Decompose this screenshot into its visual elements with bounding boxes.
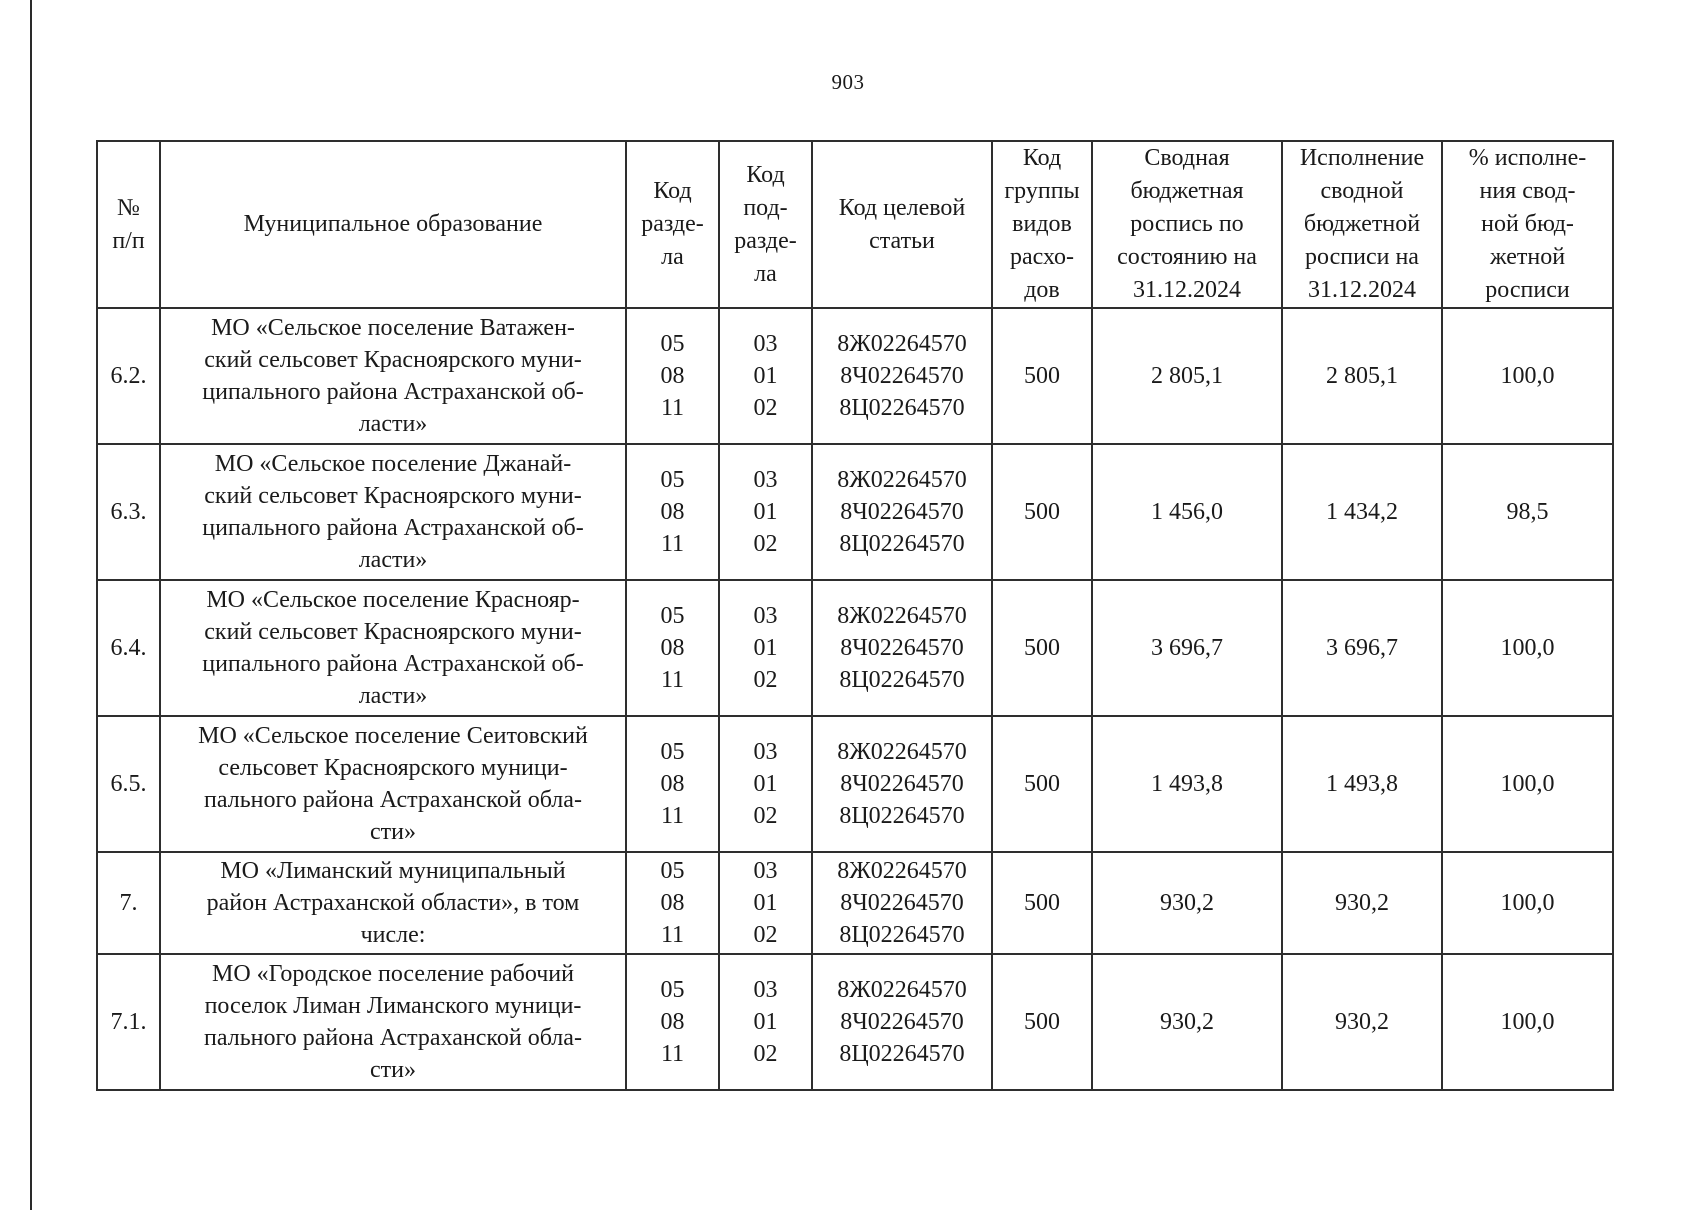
municipality-name-line: сельсовет Красноярского муници-: [218, 755, 568, 781]
header-line: ла: [661, 244, 684, 270]
target-codes: [812, 308, 992, 444]
section-code: 08: [660, 771, 685, 797]
header-line: №: [117, 194, 140, 221]
subsection-code: 03: [753, 331, 778, 357]
header-line: дов: [1024, 277, 1060, 303]
municipality-name: [160, 716, 626, 852]
municipality-name-line: ципального района Астраханской об-: [202, 515, 584, 541]
header-line: Муниципальное образование: [243, 211, 543, 237]
budget-schedule-value: 2 805,1: [1092, 308, 1282, 444]
section-codes: [626, 580, 719, 716]
target-code: 8Ц02264570: [839, 531, 965, 557]
table-row: [97, 852, 1613, 954]
target-code: 8Ц02264570: [839, 1041, 965, 1067]
municipality-name-line: МО «Сельское поселение Джанай-: [214, 451, 572, 477]
subsection-code: 02: [753, 531, 778, 557]
target-code: 8Ж02264570: [837, 739, 967, 765]
section-code: 05: [660, 739, 685, 765]
expense-group-code: 500: [992, 716, 1092, 852]
header-line: состоянию на: [1117, 244, 1257, 270]
section-code: 11: [660, 803, 685, 829]
header-line: расхо-: [1009, 244, 1075, 270]
execution-value: 1 434,2: [1282, 444, 1442, 580]
target-code: 8Ч02264570: [840, 771, 964, 797]
header-line: Код целевой: [838, 194, 966, 221]
municipality-name-line: ласти»: [358, 683, 428, 709]
row-number: 7.: [97, 852, 160, 954]
subsection-code: 01: [753, 363, 778, 389]
header-line: 31.12.2024: [1133, 277, 1241, 303]
page-number: 903: [831, 70, 865, 94]
subsection-codes: [719, 444, 812, 580]
row-number: 6.2.: [97, 308, 160, 444]
municipality-name-line: пального района Астраханской обла-: [204, 1025, 582, 1051]
municipality-name: [160, 954, 626, 1090]
budget-schedule-value: 3 696,7: [1092, 580, 1282, 716]
target-code: 8Ч02264570: [840, 363, 964, 389]
subsection-code: 03: [753, 858, 778, 884]
table-row: [97, 444, 1613, 580]
target-code: 8Ч02264570: [840, 499, 964, 525]
row-number: 7.1.: [97, 954, 160, 1090]
header-line: Код: [746, 161, 785, 188]
section-code: 05: [660, 858, 685, 884]
section-codes: [626, 444, 719, 580]
header-line: разде-: [734, 227, 797, 254]
target-code: 8Ц02264570: [839, 395, 965, 421]
table-row: [97, 954, 1613, 1090]
row-number: 6.5.: [97, 716, 160, 852]
header-line: видов: [1012, 211, 1072, 237]
target-code: 8Ж02264570: [837, 331, 967, 357]
municipality-name-line: пального района Астраханской обла-: [204, 787, 582, 813]
header-subsection-code: [719, 141, 812, 308]
header-line: разде-: [641, 211, 704, 237]
execution-percent: 100,0: [1442, 852, 1613, 954]
section-code: 05: [660, 467, 685, 493]
section-codes: [626, 852, 719, 954]
municipality-name-line: сти»: [370, 1057, 416, 1083]
row-number: 6.3.: [97, 444, 160, 580]
header-line: статьи: [869, 227, 935, 254]
target-code: 8Ж02264570: [837, 858, 967, 884]
municipality-name: [160, 580, 626, 716]
header-line: 31.12.2024: [1308, 277, 1416, 303]
header-line: жетной: [1489, 244, 1566, 270]
section-code: 11: [660, 922, 685, 948]
subsection-code: 01: [753, 499, 778, 525]
execution-value: 930,2: [1282, 852, 1442, 954]
header-line: росписи: [1485, 277, 1570, 303]
expense-group-code: 500: [992, 580, 1092, 716]
header-number: [97, 141, 160, 308]
section-code: 08: [660, 1009, 685, 1035]
section-code: 05: [660, 331, 685, 357]
municipality-name-line: числе:: [360, 922, 426, 948]
section-code: 05: [660, 977, 685, 1003]
subsection-codes: [719, 954, 812, 1090]
subsection-codes: [719, 308, 812, 444]
subsection-code: 01: [753, 771, 778, 797]
municipality-name: [160, 852, 626, 954]
row-number: 6.4.: [97, 580, 160, 716]
header-target-code: [812, 141, 992, 308]
section-code: 11: [660, 395, 685, 421]
expense-group-code: 500: [992, 444, 1092, 580]
execution-value: 1 493,8: [1282, 716, 1442, 852]
section-codes: [626, 954, 719, 1090]
subsection-code: 02: [753, 667, 778, 693]
header-section-code: [626, 141, 719, 308]
header-line: бюджетная: [1130, 178, 1244, 204]
target-code: 8Ч02264570: [840, 635, 964, 661]
section-codes: [626, 308, 719, 444]
section-code: 08: [660, 890, 685, 916]
target-code: 8Ж02264570: [837, 603, 967, 629]
header-line: роспись по: [1130, 211, 1244, 237]
execution-value: 2 805,1: [1282, 308, 1442, 444]
header-line: Исполнение: [1299, 145, 1425, 171]
municipality-name-line: поселок Лиман Лиманского муници-: [204, 993, 582, 1019]
target-code: 8Ц02264570: [839, 667, 965, 693]
execution-value: 3 696,7: [1282, 580, 1442, 716]
subsection-code: 01: [753, 890, 778, 916]
execution-percent: 100,0: [1442, 954, 1613, 1090]
municipality-name: [160, 308, 626, 444]
header-percent: [1442, 141, 1613, 308]
municipality-name-line: ский сельсовет Красноярского муни-: [204, 619, 582, 645]
section-code: 11: [660, 531, 685, 557]
target-code: 8Ж02264570: [837, 467, 967, 493]
subsection-code: 01: [753, 1009, 778, 1035]
expense-group-code: 500: [992, 308, 1092, 444]
execution-percent: 100,0: [1442, 308, 1613, 444]
expense-group-code: 500: [992, 954, 1092, 1090]
subsection-code: 02: [753, 803, 778, 829]
header-line: ла: [754, 260, 777, 287]
municipality-name-line: район Астраханской области», в том: [206, 890, 580, 916]
subsection-code: 01: [753, 635, 778, 661]
municipality-name-line: ласти»: [358, 547, 428, 573]
page-margin-line: [30, 0, 32, 1210]
subsection-codes: [719, 580, 812, 716]
section-codes: [626, 716, 719, 852]
subsection-code: 02: [753, 1041, 778, 1067]
subsection-codes: [719, 852, 812, 954]
table-row: [97, 308, 1613, 444]
target-codes: [812, 954, 992, 1090]
budget-execution-table: [96, 140, 1614, 1091]
municipality-name-line: МО «Сельское поселение Сеитовский: [198, 723, 588, 749]
budget-schedule-value: 1 493,8: [1092, 716, 1282, 852]
execution-percent: 100,0: [1442, 580, 1613, 716]
table-header: [97, 141, 1613, 308]
target-codes: [812, 716, 992, 852]
table-row: [97, 580, 1613, 716]
section-code: 08: [660, 635, 685, 661]
target-codes: [812, 444, 992, 580]
header-line: п/п: [112, 227, 145, 254]
section-code: 08: [660, 363, 685, 389]
target-codes: [812, 580, 992, 716]
header-line: Сводная: [1144, 145, 1230, 171]
header-budget-schedule: [1092, 141, 1282, 308]
target-code: 8Ч02264570: [840, 890, 964, 916]
target-code: 8Ж02264570: [837, 977, 967, 1003]
header-line: % исполне-: [1468, 145, 1587, 171]
execution-value: 930,2: [1282, 954, 1442, 1090]
municipality-name-line: ципального района Астраханской об-: [202, 379, 584, 405]
header-line: под-: [743, 194, 788, 221]
table-row: [97, 716, 1613, 852]
header-line: Код: [653, 178, 692, 204]
section-code: 11: [660, 1041, 685, 1067]
subsection-code: 03: [753, 977, 778, 1003]
header-line: ной бюд-: [1481, 211, 1574, 237]
municipality-name-line: ласти»: [358, 411, 428, 437]
municipality-name: [160, 444, 626, 580]
execution-percent: 100,0: [1442, 716, 1613, 852]
expense-group-code: 500: [992, 852, 1092, 954]
subsection-code: 02: [753, 395, 778, 421]
header-line: бюджетной: [1303, 211, 1421, 237]
header-municipality: [160, 141, 626, 308]
budget-schedule-value: 1 456,0: [1092, 444, 1282, 580]
municipality-name-line: МО «Сельское поселение Ватажен-: [211, 315, 575, 341]
section-code: 08: [660, 499, 685, 525]
header-line: росписи на: [1305, 244, 1419, 270]
header-line: ния свод-: [1479, 178, 1576, 204]
municipality-name-line: ципального района Астраханской об-: [202, 651, 584, 677]
municipality-name-line: МО «Сельское поселение Краснояр-: [206, 587, 580, 613]
header-line: группы: [1004, 178, 1080, 204]
header-expense-group: [992, 141, 1092, 308]
target-code: 8Ц02264570: [839, 803, 965, 829]
section-code: 05: [660, 603, 685, 629]
header-row: [97, 141, 1613, 308]
subsection-code: 02: [753, 922, 778, 948]
header-line: сводной: [1320, 178, 1404, 204]
table-body: [97, 308, 1613, 1090]
section-code: 11: [660, 667, 685, 693]
subsection-code: 03: [753, 739, 778, 765]
municipality-name-line: МО «Лиманский муниципальный: [220, 858, 566, 884]
budget-schedule-value: 930,2: [1092, 852, 1282, 954]
subsection-code: 03: [753, 467, 778, 493]
target-code: 8Ц02264570: [839, 922, 965, 948]
subsection-codes: [719, 716, 812, 852]
subsection-code: 03: [753, 603, 778, 629]
municipality-name-line: сти»: [370, 819, 416, 845]
municipality-name-line: МО «Городское поселение рабочий: [211, 961, 574, 987]
header-execution: [1282, 141, 1442, 308]
execution-percent: 98,5: [1442, 444, 1613, 580]
target-code: 8Ч02264570: [840, 1009, 964, 1035]
municipality-name-line: ский сельсовет Красноярского муни-: [204, 347, 582, 373]
municipality-name-line: ский сельсовет Красноярского муни-: [204, 483, 582, 509]
target-codes: [812, 852, 992, 954]
budget-schedule-value: 930,2: [1092, 954, 1282, 1090]
header-line: Код: [1022, 145, 1062, 171]
